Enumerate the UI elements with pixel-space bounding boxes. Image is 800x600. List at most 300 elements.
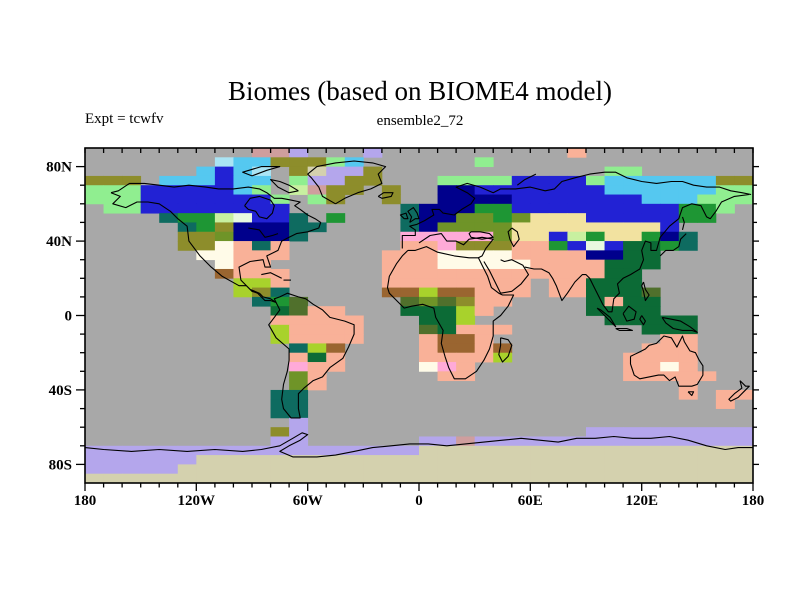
grid-cell	[567, 464, 586, 474]
grid-cell	[605, 446, 624, 456]
grid-cell	[623, 455, 642, 465]
grid-cell	[679, 464, 698, 474]
grid-cell	[438, 455, 457, 465]
grid-cell	[178, 195, 197, 205]
grid-cell	[252, 278, 271, 288]
grid-cell	[567, 455, 586, 465]
grid-cell	[326, 464, 345, 474]
grid-cell	[159, 455, 178, 465]
grid-cell	[642, 362, 661, 372]
grid-cell	[438, 316, 457, 326]
grid-cell	[605, 195, 624, 205]
grid-cell	[586, 176, 605, 186]
grid-cell	[642, 306, 661, 316]
grid-cell	[456, 232, 475, 242]
grid-cell	[308, 185, 327, 195]
grid-cell	[512, 455, 531, 465]
grid-cell	[271, 334, 290, 344]
grid-cell	[512, 204, 531, 214]
grid-cell	[567, 213, 586, 223]
grid-cell	[419, 464, 438, 474]
lon-tick-label: 180	[741, 493, 765, 509]
grid-cell	[438, 278, 457, 288]
grid-cell	[586, 297, 605, 307]
grid-cell	[141, 204, 160, 214]
grid-cell	[345, 464, 364, 474]
grid-cell	[549, 232, 568, 242]
grid-cell	[382, 278, 401, 288]
grid-cell	[716, 195, 735, 205]
grid-cell	[400, 278, 419, 288]
grid-cell	[605, 241, 624, 251]
grid-cell	[438, 269, 457, 279]
grid-cell	[679, 241, 698, 251]
grid-cell	[679, 371, 698, 381]
grid-cell	[512, 176, 531, 186]
grid-cell	[642, 325, 661, 335]
grid-cell	[215, 455, 234, 465]
grid-cell	[586, 260, 605, 270]
grid-cell	[104, 176, 123, 186]
grid-cell	[716, 390, 735, 400]
grid-cell	[326, 176, 345, 186]
grid-cell	[475, 325, 494, 335]
grid-cell	[419, 297, 438, 307]
grid-cell	[623, 213, 642, 223]
grid-cell	[215, 474, 234, 484]
grid-cell	[252, 241, 271, 251]
grid-cell	[178, 474, 197, 484]
lon-tick-label: 120W	[177, 493, 216, 509]
grid-cell	[308, 446, 327, 456]
grid-cell	[271, 474, 290, 484]
grid-cell	[271, 250, 290, 260]
grid-cell	[697, 464, 716, 474]
grid-cell	[512, 185, 531, 195]
grid-cell	[271, 222, 290, 232]
grid-cell	[475, 455, 494, 465]
grid-cell	[252, 204, 271, 214]
grid-cell	[419, 260, 438, 270]
grid-cell	[475, 474, 494, 484]
grid-cell	[679, 185, 698, 195]
grid-cell	[623, 278, 642, 288]
grid-cell	[122, 464, 141, 474]
grid-cell	[400, 474, 419, 484]
grid-cell	[512, 195, 531, 205]
grid-cell	[605, 176, 624, 186]
grid-cell	[456, 297, 475, 307]
grid-cell	[215, 176, 234, 186]
grid-cell	[438, 288, 457, 298]
grid-cell	[567, 204, 586, 214]
grid-cell	[85, 176, 104, 186]
grid-cell	[642, 353, 661, 363]
grid-cell	[530, 269, 549, 279]
grid-cell	[456, 464, 475, 474]
grid-cell	[642, 446, 661, 456]
grid-cell	[475, 222, 494, 232]
grid-cell	[345, 185, 364, 195]
grid-cell	[623, 250, 642, 260]
grid-cell	[475, 464, 494, 474]
grid-cell	[85, 195, 104, 205]
grid-cell	[493, 213, 512, 223]
grid-cell	[493, 446, 512, 456]
grid-cell	[196, 222, 215, 232]
lon-tick-label: 180	[73, 493, 97, 509]
grid-cell	[178, 232, 197, 242]
grid-cell	[716, 474, 735, 484]
grid-cell	[326, 325, 345, 335]
grid-cell	[326, 185, 345, 195]
grid-cell	[567, 232, 586, 242]
grid-cell	[159, 464, 178, 474]
grid-cell	[642, 260, 661, 270]
grid-cell	[605, 474, 624, 484]
grid-cell	[493, 269, 512, 279]
grid-cell	[734, 474, 753, 484]
grid-cell	[363, 455, 382, 465]
grid-cell	[475, 204, 494, 214]
grid-cell	[382, 464, 401, 474]
lon-tick-label: 120E	[625, 493, 658, 509]
grid-cell	[660, 176, 679, 186]
grid-cell	[345, 167, 364, 177]
grid-cell	[271, 427, 290, 437]
grid-cell	[196, 195, 215, 205]
grid-cell	[233, 204, 252, 214]
lon-tick-label: 60W	[292, 493, 323, 509]
grid-cell	[623, 306, 642, 316]
grid-cell	[326, 455, 345, 465]
lat-tick-label: 80N	[46, 159, 72, 176]
grid-cell	[159, 176, 178, 186]
grid-cell	[493, 204, 512, 214]
grid-cell	[623, 204, 642, 214]
grid-cell	[400, 288, 419, 298]
grid-cell	[530, 222, 549, 232]
grid-cell	[215, 185, 234, 195]
grid-cell	[512, 464, 531, 474]
grid-cell	[326, 334, 345, 344]
grid-cell	[419, 343, 438, 353]
grid-cell	[530, 260, 549, 270]
grid-cell	[679, 334, 698, 344]
grid-cell	[159, 474, 178, 484]
lon-tick-label: 60E	[517, 493, 543, 509]
grid-cell	[549, 474, 568, 484]
grid-cell	[271, 409, 290, 419]
experiment-label: Expt = tcwfv	[85, 111, 164, 127]
grid-cell	[326, 353, 345, 363]
grid-cell	[419, 222, 438, 232]
grid-cell	[623, 427, 642, 437]
grid-cell	[438, 464, 457, 474]
grid-cell	[271, 148, 290, 158]
grid-cell	[586, 241, 605, 251]
lat-tick-label: 80S	[48, 457, 72, 474]
ensemble-label: ensemble2_72	[376, 113, 464, 129]
grid-cell	[271, 288, 290, 298]
grid-cell	[233, 474, 252, 484]
grid-cell	[271, 157, 290, 167]
grid-cell	[215, 260, 234, 270]
grid-cell	[586, 427, 605, 437]
grid-cell	[215, 250, 234, 260]
grid-cell	[326, 343, 345, 353]
grid-cell	[419, 353, 438, 363]
grid-cell	[530, 204, 549, 214]
grid-cell	[382, 250, 401, 260]
grid-cell	[438, 446, 457, 456]
grid-cell	[456, 250, 475, 260]
grid-cell	[122, 195, 141, 205]
grid-cell	[697, 427, 716, 437]
grid-cell	[271, 464, 290, 474]
grid-cell	[456, 316, 475, 326]
grid-cell	[308, 362, 327, 372]
grid-cell	[215, 167, 234, 177]
grid-cell	[308, 325, 327, 335]
grid-cell	[271, 316, 290, 326]
grid-cell	[642, 213, 661, 223]
grid-cell	[660, 334, 679, 344]
grid-cell	[438, 334, 457, 344]
grid-cell	[697, 176, 716, 186]
grid-cell	[642, 222, 661, 232]
grid-cell	[196, 241, 215, 251]
grid-cell	[716, 464, 735, 474]
grid-cell	[493, 241, 512, 251]
grid-cell	[642, 195, 661, 205]
grid-cell	[605, 222, 624, 232]
grid-cell	[586, 232, 605, 242]
grid-cell	[679, 474, 698, 484]
grid-cell	[345, 474, 364, 484]
grid-cell	[605, 250, 624, 260]
grid-cell	[141, 185, 160, 195]
grid-cell	[493, 250, 512, 260]
grid-cell	[456, 222, 475, 232]
grid-cell	[642, 232, 661, 242]
grid-cell	[271, 455, 290, 465]
grid-cell	[530, 446, 549, 456]
grid-cell	[679, 362, 698, 372]
grid-cell	[456, 371, 475, 381]
grid-cell	[419, 474, 438, 484]
grid-cell	[400, 269, 419, 279]
grid-cell	[623, 288, 642, 298]
grid-cell	[530, 474, 549, 484]
grid-cell	[400, 260, 419, 270]
grid-cell	[734, 464, 753, 474]
grid-cell	[233, 232, 252, 242]
grid-cell	[289, 353, 308, 363]
grid-cell	[493, 455, 512, 465]
grid-cell	[326, 474, 345, 484]
grid-cell	[252, 148, 271, 158]
grid-cell	[289, 381, 308, 391]
grid-cell	[493, 185, 512, 195]
grid-cell	[196, 474, 215, 484]
grid-cell	[567, 222, 586, 232]
grid-cell	[475, 353, 494, 363]
grid-cell	[400, 455, 419, 465]
grid-cell	[438, 371, 457, 381]
grid-cell	[642, 185, 661, 195]
grid-cell	[567, 195, 586, 205]
grid-cell	[475, 213, 494, 223]
grid-cell	[289, 343, 308, 353]
lat-tick-label: 40N	[46, 234, 72, 251]
grid-cell	[660, 353, 679, 363]
grid-cell	[475, 297, 494, 307]
grid-cell	[549, 195, 568, 205]
grid-cell	[530, 232, 549, 242]
grid-cell	[605, 185, 624, 195]
grid-cell	[438, 195, 457, 205]
grid-cell	[308, 474, 327, 484]
grid-cell	[493, 297, 512, 307]
grid-cell	[549, 455, 568, 465]
grid-cell	[605, 232, 624, 242]
grid-cell	[159, 195, 178, 205]
grid-cell	[438, 204, 457, 214]
grid-cell	[215, 232, 234, 242]
grid-cell	[623, 464, 642, 474]
grid-cell	[122, 474, 141, 484]
grid-cell	[215, 157, 234, 167]
grid-cell	[104, 464, 123, 474]
grid-cell	[493, 195, 512, 205]
grid-cell	[215, 241, 234, 251]
grid-cell	[605, 269, 624, 279]
grid-cell	[660, 241, 679, 251]
grid-cell	[419, 325, 438, 335]
grid-cell	[419, 250, 438, 260]
grid-cell	[289, 176, 308, 186]
grid-cell	[233, 250, 252, 260]
grid-cell	[419, 455, 438, 465]
grid-cell	[308, 343, 327, 353]
grid-cell	[642, 455, 661, 465]
grid-cell	[104, 455, 123, 465]
grid-cell	[289, 222, 308, 232]
grid-cell	[215, 195, 234, 205]
grid-cell	[456, 213, 475, 223]
grid-cell	[363, 464, 382, 474]
grid-cell	[605, 455, 624, 465]
grid-cell	[586, 474, 605, 484]
grid-cell	[85, 446, 104, 456]
grid-cell	[233, 241, 252, 251]
grid-cell	[326, 213, 345, 223]
grid-cell	[178, 204, 197, 214]
grid-cell	[178, 455, 197, 465]
grid-cell	[642, 464, 661, 474]
grid-cell	[289, 316, 308, 326]
grid-cell	[679, 353, 698, 363]
grid-cell	[475, 157, 494, 167]
grid-cell	[308, 316, 327, 326]
grid-cell	[215, 213, 234, 223]
grid-cell	[438, 241, 457, 251]
grid-cell	[85, 185, 104, 195]
grid-cell	[586, 213, 605, 223]
grid-cell	[419, 446, 438, 456]
grid-cell	[549, 185, 568, 195]
grid-cell	[716, 436, 735, 446]
grid-cell	[642, 250, 661, 260]
grid-cell	[363, 474, 382, 484]
grid-cell	[623, 353, 642, 363]
grid-cell	[271, 399, 290, 409]
grid-cell	[419, 278, 438, 288]
grid-cell	[567, 474, 586, 484]
grid-cell	[660, 446, 679, 456]
grid-cell	[512, 213, 531, 223]
grid-cell	[512, 232, 531, 242]
grid-cell	[660, 362, 679, 372]
grid-cell	[605, 260, 624, 270]
grid-cell	[456, 306, 475, 316]
grid-cell	[85, 455, 104, 465]
grid-cell	[716, 455, 735, 465]
grid-cell	[567, 446, 586, 456]
grid-cell	[679, 446, 698, 456]
grid-cell	[567, 269, 586, 279]
grid-cell	[605, 213, 624, 223]
grid-cell	[419, 269, 438, 279]
grid-cell	[456, 325, 475, 335]
grid-cell	[215, 464, 234, 474]
grid-cell	[586, 250, 605, 260]
grid-cell	[697, 195, 716, 205]
grid-cell	[419, 241, 438, 251]
grid-cell	[586, 222, 605, 232]
grid-cell	[289, 157, 308, 167]
grid-cell	[289, 148, 308, 158]
grid-cell	[475, 306, 494, 316]
grid-cell	[196, 204, 215, 214]
grid-cell	[215, 222, 234, 232]
grid-cell	[233, 455, 252, 465]
grid-cell	[159, 213, 178, 223]
grid-cell	[178, 176, 197, 186]
grid-cell	[605, 427, 624, 437]
grid-cell	[567, 250, 586, 260]
grid-cell	[104, 474, 123, 484]
grid-cell	[345, 446, 364, 456]
grid-cell	[252, 157, 271, 167]
grid-cell	[605, 204, 624, 214]
grid-cell	[122, 455, 141, 465]
grid-cell	[289, 446, 308, 456]
grid-cell	[141, 464, 160, 474]
grid-cell	[419, 288, 438, 298]
grid-cell	[233, 464, 252, 474]
lon-tick-label: 0	[415, 493, 423, 509]
grid-cell	[419, 204, 438, 214]
grid-cell	[623, 185, 642, 195]
grid-cell	[586, 455, 605, 465]
grid-cell	[549, 446, 568, 456]
grid-cell	[438, 222, 457, 232]
grid-cell	[605, 288, 624, 298]
grid-cell	[530, 464, 549, 474]
grid-cell	[530, 241, 549, 251]
